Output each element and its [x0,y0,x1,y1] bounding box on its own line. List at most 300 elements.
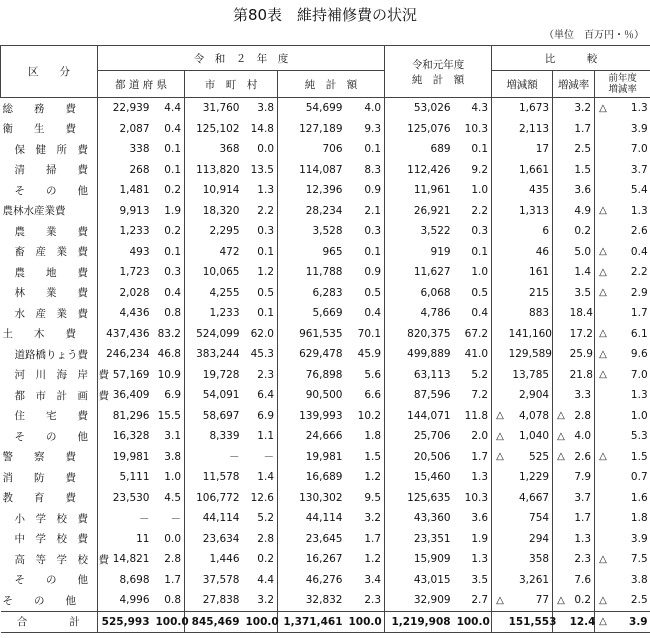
row-label: 農林水産業費 [2,205,66,218]
cell-value: 215 [529,286,550,299]
cell-value: 12.4 [567,611,595,633]
cell-value: 18.4 [569,307,593,320]
maintenance-cost-table [0,45,650,633]
row-label: 警 察 費 [2,451,76,464]
cell-value: 4.9 [574,204,592,217]
cell-value: 6,068 [385,283,454,304]
negative-marker [595,139,611,160]
cell-value: 268 [98,160,153,181]
negative-marker: △ [595,344,611,365]
cell-value: 1.0 [164,471,181,484]
negative-marker [553,508,567,529]
cell-value: 1.7 [574,122,592,135]
cell-value: 4.5 [164,491,181,504]
cell-value: 77 [535,594,550,607]
cell-value: 10,065 [185,262,243,283]
cell-value: 0.3 [257,225,274,238]
negative-marker [492,508,506,529]
cell-value: 1.7 [364,532,382,545]
cell-value: 3.1 [164,430,181,443]
cell-value: 11,578 [185,467,243,488]
header-prefecture: 都 道 府 県 [98,71,185,98]
cell-value: 0.5 [471,286,489,299]
negative-marker [553,385,567,406]
negative-marker [553,570,567,591]
row-label: 畜 産 業 費 [14,246,88,259]
cell-value: 2.5 [630,594,648,607]
table-row [1,590,650,611]
cell-value: 10.2 [357,409,382,422]
cell-value: 0.9 [364,266,382,279]
cell-value: 6.9 [257,409,274,422]
cell-value: 0.5 [257,286,274,299]
cell-value: 0.9 [364,184,382,197]
negative-marker [492,119,506,140]
cell-value: 1.2 [364,553,382,566]
table-row [1,529,650,550]
cell-value: 57,169 [98,365,153,386]
cell-value: 2.3 [364,594,382,607]
cell-value: 493 [98,242,153,263]
cell-value: 0.1 [364,245,382,258]
cell-value: 4,255 [185,283,243,304]
cell-value: 845,469 [185,611,243,633]
negative-marker [492,139,506,160]
cell-value: 19,981 [98,447,153,468]
row-label: 高 等 学 校 費 [14,553,109,566]
cell-value: 18,320 [185,201,243,222]
negative-marker [492,242,506,263]
negative-marker [553,180,567,201]
negative-marker [595,570,611,591]
negative-marker: △ [595,242,611,263]
cell-value: 4.0 [574,430,592,443]
cell-value: 9.2 [471,163,489,176]
cell-value: 10.3 [464,122,489,135]
table-row [1,406,650,427]
cell-value: 46,276 [278,570,346,591]
cell-value: 13,785 [512,368,550,381]
negative-marker [595,119,611,140]
cell-value: 0.2 [257,553,274,566]
cell-value: － [185,447,243,468]
cell-value: 25,706 [385,426,454,447]
cell-value: 19,728 [185,365,243,386]
cell-value: 125,076 [385,119,454,140]
cell-value: 3.6 [574,184,592,197]
negative-marker: △ [492,406,506,427]
cell-value: 100.0 [346,611,385,633]
cell-value: 9.6 [630,348,648,361]
row-label: 小 学 校 費 [14,512,88,525]
row-label: 総 務 費 [2,102,76,115]
cell-value: 46.8 [157,348,181,361]
negative-marker: △ [553,406,567,427]
negative-marker [553,467,567,488]
cell-value: 0.3 [471,225,489,238]
cell-value: 0.3 [364,225,382,238]
cell-value: 1,723 [98,262,153,283]
cell-value: 100.0 [153,611,185,633]
cell-value: 1,371,461 [278,611,346,633]
cell-value: 3.2 [257,594,274,607]
cell-value: 32,832 [278,590,346,611]
negative-marker [492,201,506,222]
header-net-total: 純 計 額 [278,71,385,98]
cell-value: 437,436 [98,324,153,345]
negative-marker [492,180,506,201]
cell-value: 3.2 [574,102,592,115]
table-row [1,160,650,181]
cell-value: 2.6 [574,450,592,463]
cell-value: 246,234 [98,344,153,365]
cell-value: 3,522 [385,221,454,242]
cell-value: 0.0 [164,532,181,545]
cell-value: 3.8 [164,450,181,463]
cell-value: 0.1 [364,143,382,156]
cell-value: 9.3 [364,122,382,135]
cell-value: 31,760 [185,98,243,119]
cell-value: 16,328 [98,426,153,447]
table-row [1,324,650,345]
cell-value: 1.3 [471,553,489,566]
cell-value: 23,634 [185,529,243,550]
cell-value: 2.2 [471,204,489,217]
cell-value: 883 [529,307,550,320]
negative-marker [553,529,567,550]
cell-value: 2.9 [630,286,648,299]
negative-marker [553,242,567,263]
cell-value: 1,040 [519,430,550,443]
table-row [1,611,650,633]
negative-marker [492,160,506,181]
cell-value: 24,666 [278,426,346,447]
cell-value: 45.9 [357,348,382,361]
cell-value: 1,229 [519,471,550,484]
cell-value: 1.7 [630,307,648,320]
cell-value: 2,028 [98,283,153,304]
cell-value: 0.4 [164,286,181,299]
table-row [1,426,650,447]
cell-value: 4,786 [385,303,454,324]
cell-value: 358 [529,553,550,566]
cell-value: 0.1 [164,245,181,258]
cell-value: 525 [529,450,550,463]
row-label: 水 産 業 費 [14,307,88,320]
negative-marker [595,180,611,201]
cell-value: 15,460 [385,467,454,488]
cell-value: 54,091 [185,385,243,406]
cell-value: 144,071 [385,406,454,427]
cell-value: 106,772 [185,488,243,509]
cell-value: 6,283 [278,283,346,304]
row-label: 林 業 費 [14,287,88,300]
cell-value: 2.0 [471,430,489,443]
cell-value: 524,099 [185,324,243,345]
cell-value: 14,821 [98,549,153,570]
cell-value: 25.9 [569,348,593,361]
negative-marker [553,344,567,365]
table-row [1,344,650,365]
cell-value: 0.2 [574,225,592,238]
cell-value: 1.7 [164,573,181,586]
cell-value: 0.5 [364,286,382,299]
cell-value: 3.9 [630,532,648,545]
cell-value: 6.1 [630,327,648,340]
negative-marker [595,467,611,488]
table-row [1,262,650,283]
cell-value: 81,296 [98,406,153,427]
cell-value: 0.8 [164,594,181,607]
cell-value: 6.9 [164,389,181,402]
cell-value: 1.3 [574,532,592,545]
cell-value: 114,087 [278,160,346,181]
cell-value: 43,015 [385,570,454,591]
cell-value: 19,981 [278,447,346,468]
header-category: 区 分 [1,46,98,98]
negative-marker [595,406,611,427]
cell-value: 112,426 [385,160,454,181]
cell-value: 5.4 [630,184,648,197]
cell-value: 87,596 [385,385,454,406]
cell-value: 90,500 [278,385,346,406]
cell-value: 11,788 [278,262,346,283]
cell-value: 70.1 [357,327,382,340]
negative-marker: △ [595,98,611,119]
cell-value: 0.2 [164,184,181,197]
row-label: 合 計 [1,611,98,633]
cell-value: 62.0 [250,327,274,340]
cell-value: 1.3 [630,102,648,115]
cell-value: 6.4 [257,389,274,402]
cell-value: 130,302 [278,488,346,509]
negative-marker [492,467,506,488]
cell-value: 10.9 [157,368,181,381]
cell-value: 0.1 [164,143,181,156]
table-row [1,488,650,509]
cell-value: 2.7 [471,594,489,607]
negative-marker: △ [595,590,611,611]
cell-value: 2,113 [519,122,550,135]
negative-marker [553,201,567,222]
cell-value: 76,898 [278,365,346,386]
cell-value: 1.3 [630,389,648,402]
cell-value: 141,160 [508,327,552,340]
negative-marker [492,365,506,386]
table-row [1,549,650,570]
cell-value: 1.1 [257,430,274,443]
cell-value: 3.4 [364,573,382,586]
cell-value: 1.4 [257,471,274,484]
negative-marker: △ [595,324,611,345]
cell-value: 0.4 [164,122,181,135]
negative-marker [492,303,506,324]
cell-value: 3.6 [471,512,489,525]
cell-value: 5,111 [98,467,153,488]
row-label: そ の 他 [14,574,88,587]
cell-value: 2.3 [257,368,274,381]
cell-value: 919 [385,242,454,263]
negative-marker [595,385,611,406]
cell-value: 1,673 [519,102,550,115]
cell-value: 6 [542,225,550,238]
cell-value: 3.8 [257,102,274,115]
cell-value: 2.3 [574,553,592,566]
cell-value: 4.4 [257,573,274,586]
header-municipality: 市 町 村 [185,71,278,98]
cell-value: 5.6 [364,368,382,381]
cell-value: 3.5 [471,573,489,586]
table-row [1,385,650,406]
cell-value: 3.8 [630,573,648,586]
cell-value: 1.5 [630,450,648,463]
cell-value: 3.7 [630,163,648,176]
cell-value: 5.2 [471,368,489,381]
header-reiwa2: 令 和 ２ 年 度 [98,46,385,71]
cell-value: 368 [185,139,243,160]
cell-value: － [263,451,274,464]
cell-value: 3.9 [630,122,648,135]
unit-note: （単位 百万円・％） [544,30,644,41]
cell-value: 2,904 [519,389,550,402]
cell-value: 151,553 [506,611,553,633]
cell-value: 14.8 [250,122,274,135]
cell-value: 15,909 [385,549,454,570]
negative-marker: △ [595,549,611,570]
cell-value: 2,295 [185,221,243,242]
negative-marker [492,324,506,345]
negative-marker [553,98,567,119]
row-label: そ の 他 [14,184,88,197]
cell-value: 1.7 [471,450,489,463]
negative-marker [492,611,506,633]
cell-value: 125,635 [385,488,454,509]
cell-value: 338 [98,139,153,160]
negative-marker [492,221,506,242]
cell-value: 22,939 [98,98,153,119]
cell-value: 0.2 [574,594,592,607]
cell-value: 100.0 [243,611,278,633]
cell-value: 525,993 [98,611,153,633]
cell-value: － [98,508,153,529]
cell-value: 1.2 [257,266,274,279]
row-label: 中 学 校 費 [14,533,88,546]
cell-value: 1,313 [519,204,550,217]
negative-marker [595,508,611,529]
cell-value: 4,667 [519,491,550,504]
row-label: 衛 生 費 [2,123,76,136]
negative-marker [553,221,567,242]
cell-value: 4.3 [471,102,489,115]
cell-value: 10.3 [464,491,489,504]
cell-value: 706 [278,139,346,160]
cell-value: 9.5 [364,491,382,504]
table-row [1,98,650,119]
cell-value: 965 [278,242,346,263]
row-label: 河 川 海 岸 費 [14,369,109,382]
row-label: そ の 他 [14,430,88,443]
negative-marker: △ [553,447,567,468]
header-change-amount: 増減額 [492,71,553,98]
table-row [1,303,650,324]
cell-value: 11,961 [385,180,454,201]
table-row [1,201,650,222]
cell-value: 1.5 [574,163,592,176]
cell-value: 1,233 [98,221,153,242]
negative-marker [492,570,506,591]
table-row [1,283,650,304]
table-row [1,570,650,591]
cell-value: 7.6 [574,573,592,586]
cell-value: 2.8 [574,409,592,422]
negative-marker [553,365,567,386]
cell-value: 4,996 [98,590,153,611]
cell-value: 3.2 [364,512,382,525]
cell-value: 8,339 [185,426,243,447]
cell-value: 629,478 [278,344,346,365]
cell-value: 5.0 [574,245,592,258]
negative-marker [553,303,567,324]
cell-value: 294 [529,532,550,545]
negative-marker: △ [595,262,611,283]
cell-value: 9,913 [98,201,153,222]
cell-value: 0.0 [257,143,274,156]
cell-value: 2.2 [630,266,648,279]
cell-value: 58,697 [185,406,243,427]
negative-marker [492,488,506,509]
row-label: 消 防 費 [2,471,76,484]
cell-value: 113,820 [185,160,243,181]
cell-value: 100.0 [454,611,492,633]
cell-value: 1.2 [364,471,382,484]
cell-value: 36,409 [98,385,153,406]
cell-value: 0.8 [164,307,181,320]
cell-value: 53,026 [385,98,454,119]
cell-value: 1,446 [185,549,243,570]
negative-marker [553,488,567,509]
page-title: 第80表 維持補修費の状況 [232,6,418,24]
cell-value: 1.0 [630,409,648,422]
cell-value: 1.9 [471,532,489,545]
negative-marker [492,283,506,304]
cell-value: 27,838 [185,590,243,611]
cell-value: 12,396 [278,180,346,201]
negative-marker [492,262,506,283]
header-prev-share: 前年度 増減率 [595,71,650,98]
cell-value: 3.7 [574,491,592,504]
cell-value: 1.0 [471,266,489,279]
cell-value: 1.3 [471,471,489,484]
cell-value: 2.6 [630,225,648,238]
negative-marker [553,160,567,181]
cell-value: 20,506 [385,447,454,468]
negative-marker: △ [595,283,611,304]
cell-value: 1.5 [364,450,382,463]
row-label: 住 宅 費 [14,410,88,423]
negative-marker [595,303,611,324]
cell-value: 2.1 [364,204,382,217]
cell-value: 1,481 [98,180,153,201]
cell-value: 4,078 [519,409,550,422]
cell-value: 0.1 [471,245,489,258]
cell-value: 7.2 [471,389,489,402]
negative-marker [492,549,506,570]
cell-value: 961,535 [278,324,346,345]
negative-marker [553,139,567,160]
cell-value: 435 [529,184,550,197]
cell-value: － [170,512,181,525]
cell-value: 1,661 [519,163,550,176]
